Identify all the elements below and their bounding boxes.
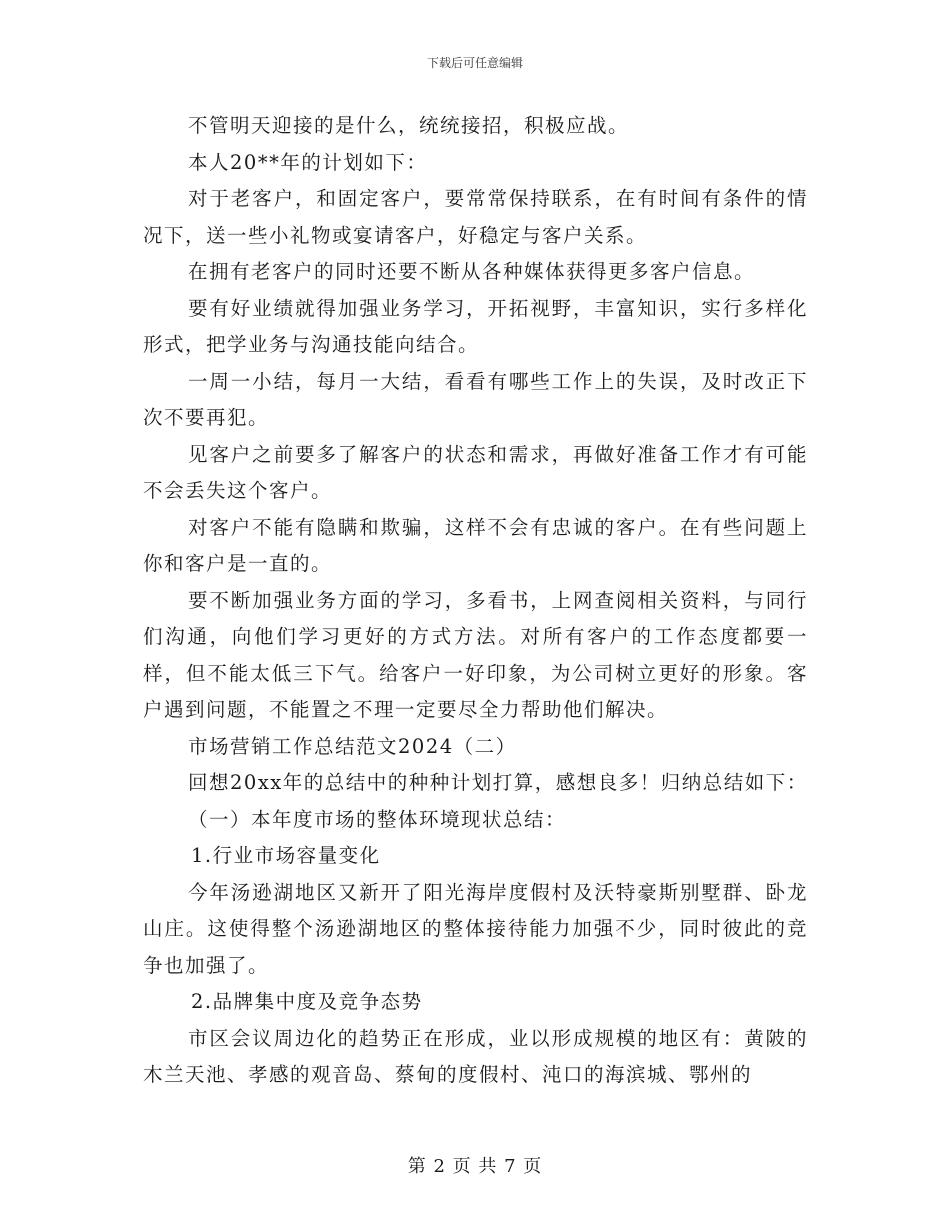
page-header-note: 下载后可任意编辑	[426, 56, 523, 70]
paragraph: 市区会议周边化的趋势正在形成，业以形成规模的地区有：黄陂的木兰天池、孝感的观音岛、蔡甸的度假村、沌口的海滨城、鄂州的	[143, 1026, 808, 1086]
paragraph: 一周一小结，每月一大结，看看有哪些工作上的失误，及时改正下次不要再犯。	[143, 369, 808, 429]
subsection-heading: （一）本年度市场的整体环境现状总结：	[188, 807, 567, 831]
page-number: 第 2 页 共 7 页	[407, 1156, 543, 1177]
paragraph: 在拥有老客户的同时还要不断从各种媒体获得更多客户信息。	[188, 260, 756, 283]
paragraph: 回想20xx年的总结中的种种计划打算，感想良多！归纳总结如下：	[188, 771, 808, 794]
paragraph: 见客户之前要多了解客户的状态和需求，再做好准备工作才有可能不会丢失这个客户。	[143, 442, 808, 502]
paragraph: 本人20**年的计划如下：	[188, 150, 428, 174]
document-body	[143, 108, 808, 1094]
paragraph: 不管明天迎接的是什么，统统接招，积极应战。	[188, 114, 630, 137]
subsection-heading: 1.行业市场容量变化	[191, 844, 381, 867]
paragraph: 今年汤逊湖地区又新开了阳光海岸度假村及沃特豪斯别墅群、卧龙山庄。这使得整个汤逊湖地区的整体接待能力加强不少，同时彼此的竞争也加强了。	[143, 880, 808, 977]
paragraph: 要有好业绩就得加强业务学习，开拓视野，丰富知识，实行多样化形式，把学业务与沟通技能向结合。	[143, 296, 808, 356]
subsection-heading: 2.品牌集中度及竞争态势	[191, 990, 423, 1013]
paragraph: 对客户不能有隐瞒和欺骗，这样不会有忠诚的客户。在有些问题上你和客户是一直的。	[143, 515, 808, 575]
paragraph: 对于老客户，和固定客户，要常常保持联系，在有时间有条件的情况下，送一些小礼物或宴请客户，好稳定与客户关系。	[143, 187, 808, 247]
paragraph: 要不断加强业务方面的学习，多看书，上网查阅相关资料，与同行们沟通，向他们学习更好的方式方法。对所有客户的工作态度都要一样，但不能太低三下气。给客户一好印象，为公司树立更好的形象。客户遇到问题，不能置之不理一定要尽全力帮助他们解决。	[143, 588, 808, 721]
section-title: 市场营销工作总结范文2024（二）	[188, 734, 517, 758]
